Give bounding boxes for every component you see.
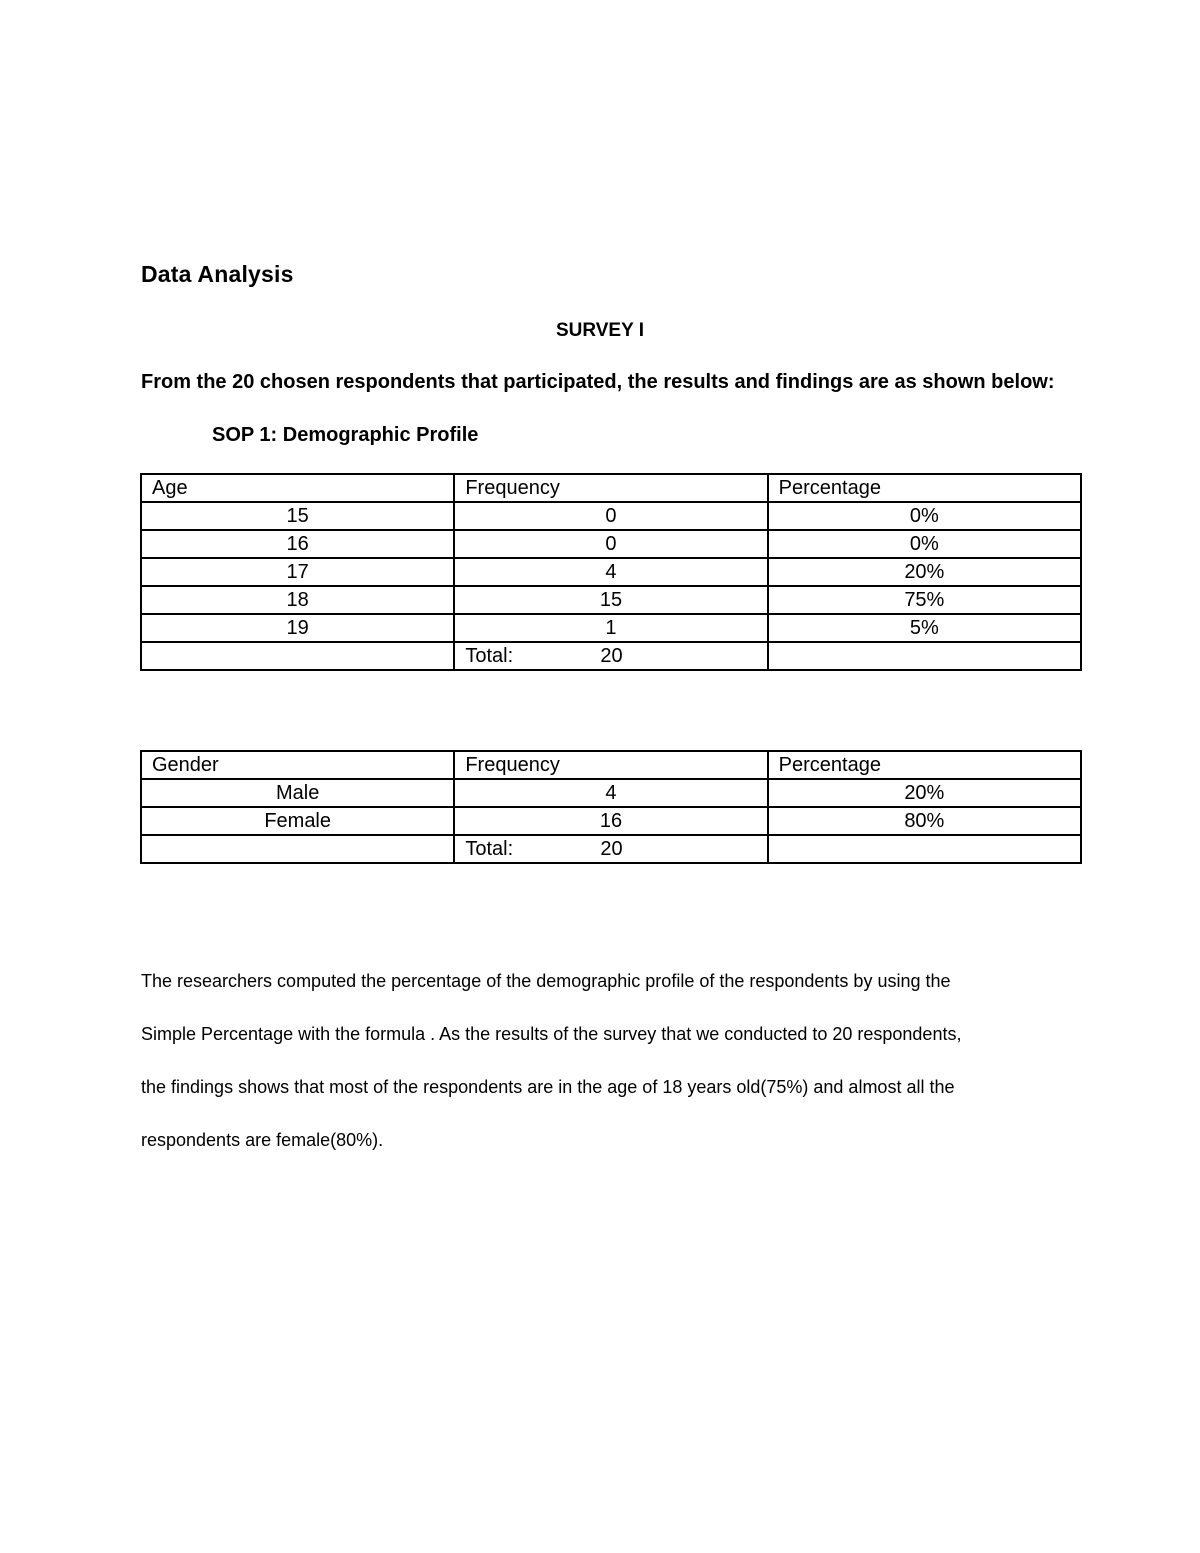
age-cell: 18: [141, 586, 454, 614]
frequency-cell: 4: [454, 558, 767, 586]
header-frequency: Frequency: [454, 751, 767, 779]
total-cell: [454, 835, 767, 863]
total-value: 20: [600, 838, 623, 860]
percentage-cell: 0%: [768, 530, 1081, 558]
frequency-cell: 15: [454, 586, 767, 614]
total-cell: [454, 642, 767, 670]
intro-text: From the 20 chosen respondents that participated, the results and findings are as shown below:: [141, 371, 1055, 393]
empty-cell: [768, 835, 1081, 863]
age-table: [140, 473, 1082, 671]
empty-cell: [768, 642, 1081, 670]
total-row: [141, 835, 1081, 863]
percentage-cell: 20%: [768, 558, 1081, 586]
header-percentage: Percentage: [768, 474, 1081, 502]
survey-title: SURVEY I: [555, 320, 644, 341]
empty-cell: [141, 642, 454, 670]
table-row: [141, 807, 1081, 835]
paragraph-line: Simple Percentage with the formula . As the results of the survey that we conducted to 20 respondents,: [141, 1024, 962, 1044]
age-cell: 19: [141, 614, 454, 642]
empty-cell: [141, 835, 454, 863]
age-cell: 15: [141, 502, 454, 530]
frequency-cell: 0: [454, 502, 767, 530]
paragraph-line: the findings shows that most of the respondents are in the age of 18 years old(75%) and almost all the: [141, 1077, 955, 1097]
frequency-cell: 16: [454, 807, 767, 835]
total-label: Total:: [465, 645, 514, 667]
percentage-cell: 5%: [768, 614, 1081, 642]
header-gender: Gender: [141, 751, 454, 779]
frequency-cell: 1: [454, 614, 767, 642]
table-row: [141, 502, 1081, 530]
total-value: 20: [600, 645, 623, 667]
analysis-paragraph: [141, 955, 1081, 1167]
percentage-cell: 20%: [768, 779, 1081, 807]
sop-heading: SOP 1: Demographic Profile: [212, 424, 479, 446]
table-row: [141, 779, 1081, 807]
table-row: [141, 558, 1081, 586]
total-label: Total:: [465, 838, 514, 860]
table-row: [141, 586, 1081, 614]
table-row: [141, 530, 1081, 558]
total-row: [141, 642, 1081, 670]
percentage-cell: 75%: [768, 586, 1081, 614]
age-cell: 17: [141, 558, 454, 586]
header-frequency: Frequency: [454, 474, 767, 502]
table-header-row: [141, 474, 1081, 502]
percentage-cell: 80%: [768, 807, 1081, 835]
table-header-row: [141, 751, 1081, 779]
frequency-cell: 0: [454, 530, 767, 558]
gender-cell: Male: [141, 779, 454, 807]
gender-cell: Female: [141, 807, 454, 835]
gender-table: [140, 750, 1082, 864]
age-cell: 16: [141, 530, 454, 558]
frequency-cell: 4: [454, 779, 767, 807]
header-percentage: Percentage: [768, 751, 1081, 779]
paragraph-line: The researchers computed the percentage of the demographic profile of the respondents by using the: [141, 971, 951, 991]
table-row: [141, 614, 1081, 642]
header-age: Age: [141, 474, 454, 502]
paragraph-line: respondents are female(80%).: [141, 1130, 384, 1150]
percentage-cell: 0%: [768, 502, 1081, 530]
page-heading: Data Analysis: [141, 261, 294, 287]
